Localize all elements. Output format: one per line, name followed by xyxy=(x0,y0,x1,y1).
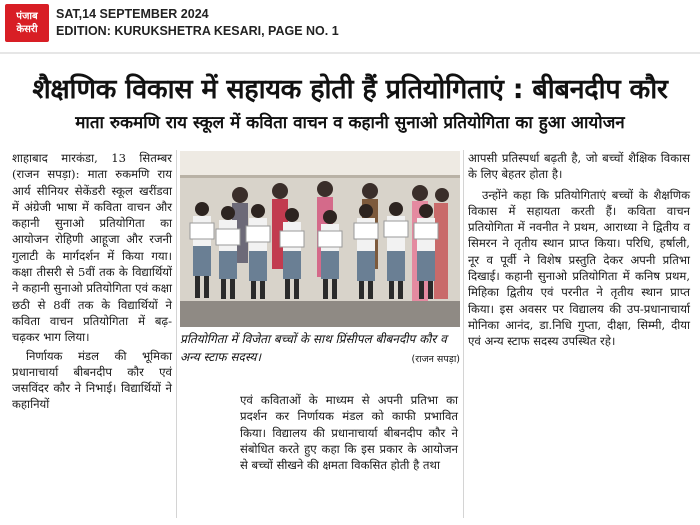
photo-credit: (राजन सपड़ा) xyxy=(411,354,460,365)
article-column-2 xyxy=(240,392,458,473)
column-1-paragraph-2: निर्णायक मंडल की भूमिका प्रधानाचार्या बीबनदीप कौर एवं जसविंदर कौर ने निभाई। विद्यार्थियों ने कहानियों xyxy=(12,348,172,412)
news-photo xyxy=(180,151,460,327)
logo-line-2: केसरी xyxy=(16,24,38,35)
page-edge xyxy=(0,52,700,54)
publication-date: SAT,14 SEPTEMBER 2024 xyxy=(56,7,209,21)
newspaper-logo xyxy=(5,4,49,42)
column-3-paragraph-1: आपसी प्रतिस्पर्धा बढ़ती है, जो बच्चों शैक्षिक विकास के लिए बेहतर होता है। xyxy=(468,151,690,182)
logo-line-1: पंजाब xyxy=(16,11,38,22)
edition-line: EDITION: KURUKSHETRA KESARI, PAGE NO. 1 xyxy=(56,24,339,38)
article-headline: शैक्षणिक विकास में सहायक होती हैं प्रतियोगिताएं : बीबनदीप कौर xyxy=(32,74,668,105)
students-group-photo-image xyxy=(180,151,460,327)
masthead xyxy=(0,0,700,46)
column-2-paragraph-1: एवं कविताओं के माध्यम से अपनी प्रतिभा का प्रदर्शन कर निर्णायक मंडल को काफी प्रभावित किया। विद्यालय की प्रधानाचार्या बीबनदीप कौर ने संबोधित करते हुए कहा कि इस प्रकार के आयोजन से बच्चों सीखने की क्षमता विकसित होती है तथा xyxy=(240,393,458,473)
column-1-paragraph-1: शाहाबाद मारकंडा, 13 सितम्बर (राजन सपड़ा): माता रुकमणि राय आर्य सीनियर सेकेंडरी स्कूल खरींडवा में अंग्रेजी भाषा में कविता वाचन और कहानी सुनाओ प्रतियोगिता का आयोजन रोहिणी आहूजा और रजनी गुलाटी के मार्गदर्शन में किया गया। कक्षा तीसरी से 5वीं तक के विद्यार्थियों ने कहानी सुनाओ प्रतियोगिता एवं कक्षा छठी से 8वीं तक के विद्यार्थियों ने कविता वाचन प्रतियोगिता में बढ़-चढ़कर भाग लिया। xyxy=(12,151,172,345)
article-column-3 xyxy=(468,150,690,350)
article-subheadline: माता रुकमणि राय स्कूल में कविता वाचन व कहानी सुनाओ प्रतियोगिता का हुआ आयोजन xyxy=(75,113,625,133)
photo-caption xyxy=(180,330,460,369)
column-divider xyxy=(463,150,464,518)
edition-info xyxy=(56,6,339,40)
photo-caption-text: प्रतियोगिता में विजेता बच्चों के साथ प्रिंसीपल बीबनदीप कौर व अन्य स्टाफ सदस्य। xyxy=(180,332,447,364)
column-divider xyxy=(176,150,177,518)
column-3-paragraph-2: उन्होंने कहा कि प्रतियोगिताएं बच्चों के शैक्षणिक विकास में सहायता करती हैं। कविता वाचन प्रतियोगिता में नवनीत ने प्रथम, आराध्या ने द्वितीय व सिमरन ने तृतीय स्थान प्राप्त किया। परिधि, हर्षाली, नूर व पूर्वी ने विशेष प्रस्तुति देकर अपनी प्रतिभा दिखाई। कहानी सुनाओ प्रतियोगिता में कनिष प्रथम, मिहिका द्वितीय एवं परनीत ने तृतीय स्थान प्राप्त किया। इस अवसर पर विद्यालय की उप-प्रधानाचार्या मोनिका आनंद, डा.निधि गुप्ता, दीक्षा, सिम्मी, दीया एवं अन्य स्टाफ सदस्य उपस्थित रहे। xyxy=(468,187,690,349)
article-column-1 xyxy=(12,150,172,413)
